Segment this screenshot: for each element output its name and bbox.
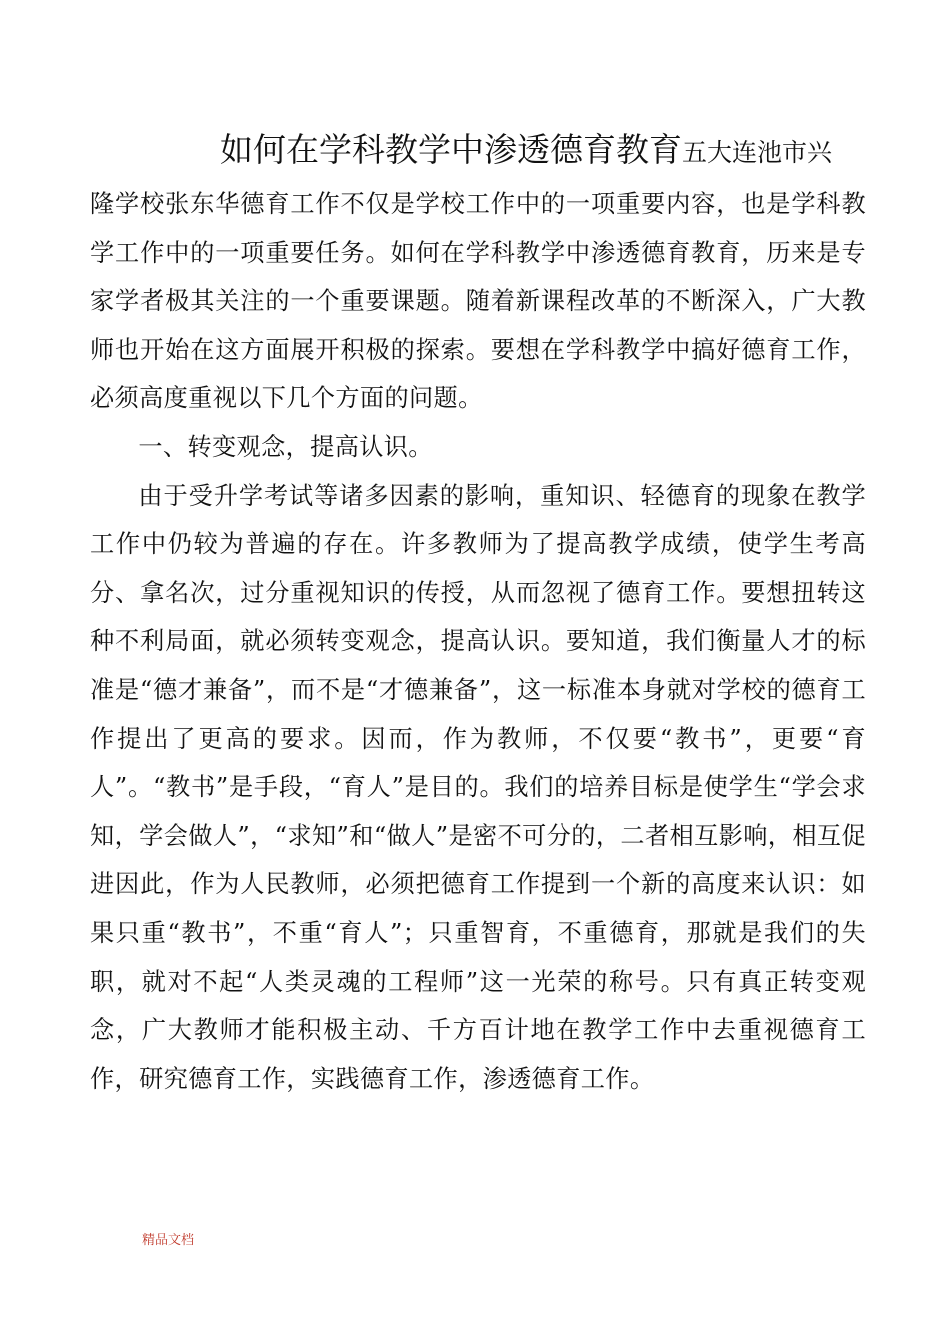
footer-watermark: 精品文档	[142, 1233, 195, 1248]
paragraph-section-one: 由于受升学考试等诸多因素的影响，重知识、轻德育的现象在教学工作中仍较为普遍的存在。许多教师为了提高教学成绩，使学生考高分、拿名次，过分重视知识的传授，从而忽视了德育工作。要想扭转这种不利局面，就必须转变观念，提高认识。要知道，我们衡量人才的标准是“德才兼备”，而不是“才德兼备”，这一标准本身就对学校的德育工作提出了更高的要求。因而，作为教师，不仅要“教书”，更要“育人”。“教书”是手段，“育人”是目的。我们的培养目标是使学生“学会求知，学会做人”，“求知”和“做人”是密不可分的，二者相互影响，相互促进因此，作为人民教师，必须把德育工作提到一个新的高度来认识：如果只重“教书”，不重“育人”；只重智育，不重德育，那就是我们的失职，就对不起“人类灵魂的工程师”这一光荣的称号。只有真正转变观念，广大教师才能积极主动、千方百计地在教学工作中去重视德育工作，研究德育工作，实践德育工作，渗透德育工作。	[90, 481, 866, 1093]
author-prefix: 五大连池市兴	[682, 138, 833, 167]
title-line	[220, 128, 832, 178]
section-heading: 一、转变观念，提高认识。	[138, 432, 433, 461]
paragraph-intro: 隆学校张东华德育工作不仅是学校工作中的一项重要内容，也是学科教学工作中的一项重要任务。如何在学科教学中渗透德育教育，历来是专家学者极其关注的一个重要课题。随着新课程改革的不断深入，广大教师也开始在这方面展开积极的探索。要想在学科教学中搞好德育工作，必须高度重视以下几个方面的问题。	[90, 190, 866, 413]
document-title: 如何在学科教学中渗透德育教育	[220, 130, 682, 169]
document-body	[90, 180, 866, 1103]
